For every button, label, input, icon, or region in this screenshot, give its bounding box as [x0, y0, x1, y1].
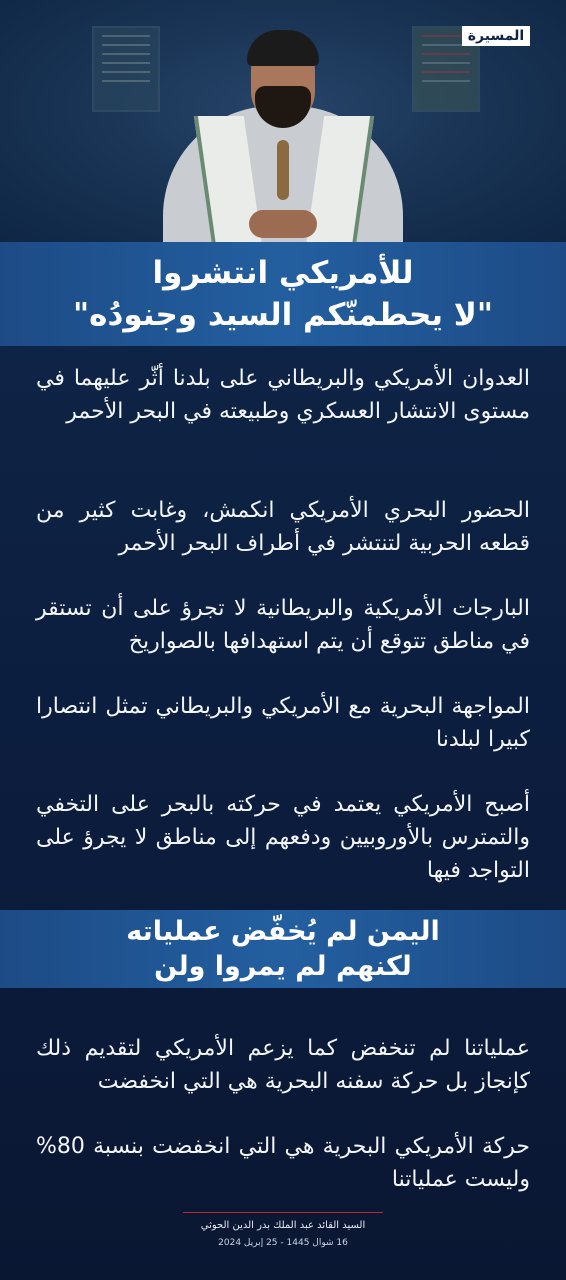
speaker-photo [0, 0, 566, 242]
quote-paragraph-6: عملياتنا لم تنخفض كما يزعم الأمريكي لتقديم ذلك كإنجاز بل حركة سفنه البحرية هي التي انخفضت [36, 1036, 530, 1094]
quote-paragraph-4: المواجهة البحرية مع الأمريكي والبريطاني تمثل انتصارا كبيرا لبلدنا [36, 694, 530, 752]
quote-paragraph-3: البارجات الأمريكية والبريطانية لا تجرؤ على أن تستقر في مناطق تتوقع أن يتم استهدافها بالصواريخ [36, 596, 530, 654]
quote-paragraph-7: حركة الأمريكي البحرية هي التي انخفضت بنسبة 80% وليست عملياتنا [36, 1134, 530, 1192]
wall-frame-left [92, 26, 160, 112]
headline-banner [0, 242, 566, 346]
speaker-figure [163, 20, 403, 242]
quote-paragraph-2: الحضور البحري الأمريكي انكمش، وغابت كثير من قطعه الحربية لتنتشر في أطراف البحر الأحمر [36, 498, 530, 556]
channel-logo: المسيرة [462, 26, 530, 46]
speech-date: 16 شوال 1445 - 25 إبريل 2024 [218, 1238, 348, 1248]
quote-paragraph-5: أصبح الأمريكي يعتمد في حركته بالبحر على التخفي والتمترس بالأوروبيين ودفعهم إلى مناطق لا يجرؤ على التواجد فيها [36, 792, 530, 883]
headline-line-2: "لا يحطمنّكم السيد وجنودُه" [73, 297, 493, 333]
subheadline-banner [0, 910, 566, 988]
quote-paragraph-1: العدوان الأمريكي والبريطاني على بلدنا أثّر عليهما في مستوى الانتشار العسكري وطبيعته في البحر الأحمر [36, 366, 530, 424]
subheadline-line-1: اليمن لم يُخفّض عملياته [126, 916, 440, 947]
headline-line-1: للأمريكي انتشروا [152, 255, 414, 291]
speaker-name: السيد القائد عبد الملك بدر الدين الحوثي [200, 1220, 366, 1231]
speaker-credit [183, 1212, 383, 1253]
subheadline-line-2: لكنهم لم يمروا ولن [154, 951, 412, 982]
